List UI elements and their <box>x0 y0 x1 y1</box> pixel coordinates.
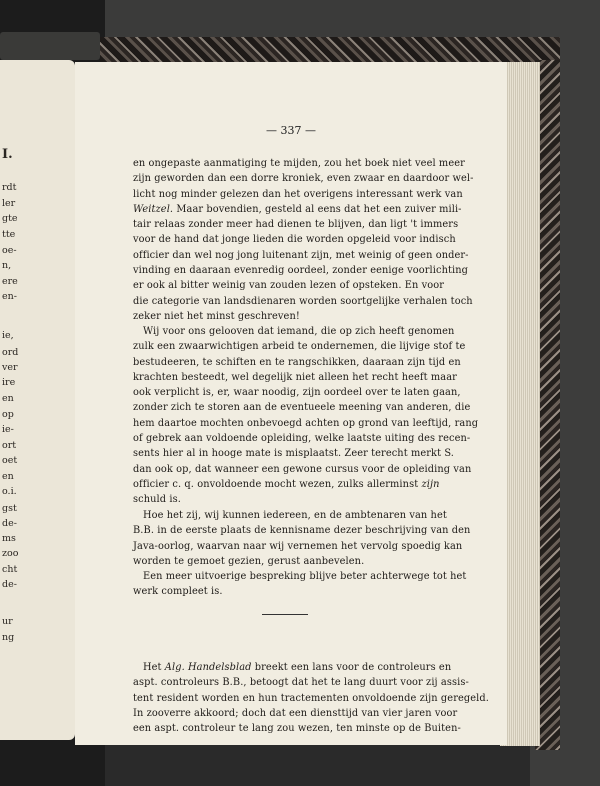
text-line: Wij voor ons gelooven dat iemand, die op zich heeft genomen <box>143 326 455 337</box>
left-page-fragment: ord <box>2 347 19 358</box>
left-page-fragment: ms <box>2 533 16 544</box>
left-page-fragment: zoo <box>2 548 19 559</box>
text-line: Een meer uitvoerige bespreking blijve beter achterwege tot het <box>143 571 467 582</box>
text-line: hem daartoe mochten onbevoegd achten op grond van leeftijd, rang <box>133 417 479 429</box>
text-line: Het Alg. Handelsblad breekt een lans voor de controleurs en <box>143 662 452 673</box>
text-line: tent resident worden en hun tractementen onvoldoende zijn geregeld. <box>133 692 489 704</box>
text-line: vinding en daaraan evenredig oordeel, zonder eenige voorlichting <box>133 265 469 277</box>
text-line: of gebrek aan voldoende opleiding, welke laatste uiting des recen- <box>133 433 471 445</box>
marbled-cover-top <box>100 37 560 63</box>
left-page-fragment: en <box>2 471 14 482</box>
left-page-fragment: I. <box>2 147 13 162</box>
left-page-fragment: ire <box>2 377 16 388</box>
text-line: officier c. q. onvoldoende mocht wezen, zulks allerminst zijn <box>133 478 440 490</box>
text-line: tair relaas zonder meer had dienen te blijven, dan ligt 't immers <box>133 219 459 231</box>
text-line: ook verplicht is, er, waar noodig, zijn oordeel over te laten gaan, <box>133 387 461 399</box>
left-page-fragment: gst <box>2 503 17 514</box>
text-line: zulk een zwaarwichtigen arbeid te ondernemen, die lijvige stof te <box>133 341 466 353</box>
text-line: werk compleet is. <box>133 586 223 598</box>
left-page-fragment: ler <box>2 198 16 209</box>
text-line: zeker niet het minst geschreven! <box>133 310 300 322</box>
left-page-fragment: ere <box>2 276 18 287</box>
text-line: die categorie van landsdienaren worden soortgelijke verhalen toch <box>133 295 473 307</box>
text-line: er ook al bitter weinig van zouden lezen of opsteken. En voor <box>133 280 445 292</box>
text-line: Weitzel. Maar bovendien, gesteld al eens dat het een zuiver mili- <box>133 203 462 215</box>
text-line: licht nog minder gelezen dan het overigens interessant werk van <box>133 188 463 200</box>
left-page-fragment: en- <box>2 291 17 302</box>
text-line: krachten besteedt, wel degelijk niet alleen het recht heeft maar <box>133 371 457 383</box>
paragraph-5 <box>133 660 489 736</box>
text-line: zonder zich te storen aan de eventueele meening van anderen, die <box>133 402 471 414</box>
text-line: bestudeeren, te schiften en te rangschikken, daaraan zijn tijd en <box>133 356 461 368</box>
text-line: In zooverre akkoord; doch dat een diensttijd van vier jaren voor <box>133 707 458 719</box>
left-page-fragment: oet <box>2 455 18 466</box>
left-page-fragment: o.i. <box>2 486 17 497</box>
text-line: Java-oorlog, waarvan naar wij vernemen het vervolg spoedig kan <box>133 540 463 552</box>
page-number: — 337 — <box>266 124 316 137</box>
text-line: zijn geworden dan een dorre kroniek, even zwaar en daardoor wel- <box>133 173 474 185</box>
text-line: en ongepaste aanmatiging te mijden, zou het boek niet veel meer <box>133 158 465 169</box>
left-page-fragment: op <box>2 409 14 420</box>
paragraph-1 <box>133 156 474 324</box>
text-line: officier dan wel nog jong luitenant zijn, met weinig of geen onder- <box>133 249 469 261</box>
left-page <box>0 60 75 740</box>
left-page-fragment: ie- <box>2 424 14 435</box>
paragraph-4 <box>133 569 467 600</box>
text-line: worden te gemoet gezien, gerust aanbevelen. <box>133 555 365 567</box>
text-line: Hoe het zij, wij kunnen iedereen, en de ambtenaren van het <box>143 510 447 521</box>
left-page-fragment: de- <box>2 518 17 529</box>
left-page-fragment: ur <box>2 616 13 627</box>
text-line: schuld is. <box>133 494 181 506</box>
left-page-fragment: oe- <box>2 245 17 256</box>
left-page-fragment: gte <box>2 213 18 224</box>
paragraph-3 <box>133 508 471 569</box>
text-line: B.B. in de eerste plaats de kennisname dezer beschrijving van den <box>133 525 471 537</box>
left-page-fragment: en <box>2 393 14 404</box>
bookmark-ribbon <box>0 32 100 60</box>
text-line: voor de hand dat jonge lieden die worden opgeleid voor indisch <box>133 234 456 246</box>
left-page-fragment: n, <box>2 260 12 271</box>
paragraph-2 <box>133 324 479 508</box>
text-line: aspt. controleurs B.B., betoogt dat het te lang duurt voor zij assis- <box>133 677 469 689</box>
left-page-fragment: rdt <box>2 182 17 193</box>
text-line: sents hier al in hooge mate is misplaatst. Zeer terecht merkt S. <box>133 448 455 460</box>
left-page-fragment: ver <box>2 362 18 373</box>
left-page-fragment: ie, <box>2 330 14 341</box>
left-page-fragment: tte <box>2 229 16 240</box>
text-line: een aspt. controleur te lang zou wezen, ten minste op de Buiten- <box>133 723 461 735</box>
right-page <box>75 62 507 745</box>
section-divider <box>262 614 308 615</box>
text-line: dan ook op, dat wanneer een gewone cursus voor de opleiding van <box>133 463 472 475</box>
left-page-fragment: ort <box>2 440 17 451</box>
left-page-fragment: cht <box>2 564 18 575</box>
left-page-fragment: ng <box>2 632 15 643</box>
left-page-fragment: de- <box>2 579 17 590</box>
